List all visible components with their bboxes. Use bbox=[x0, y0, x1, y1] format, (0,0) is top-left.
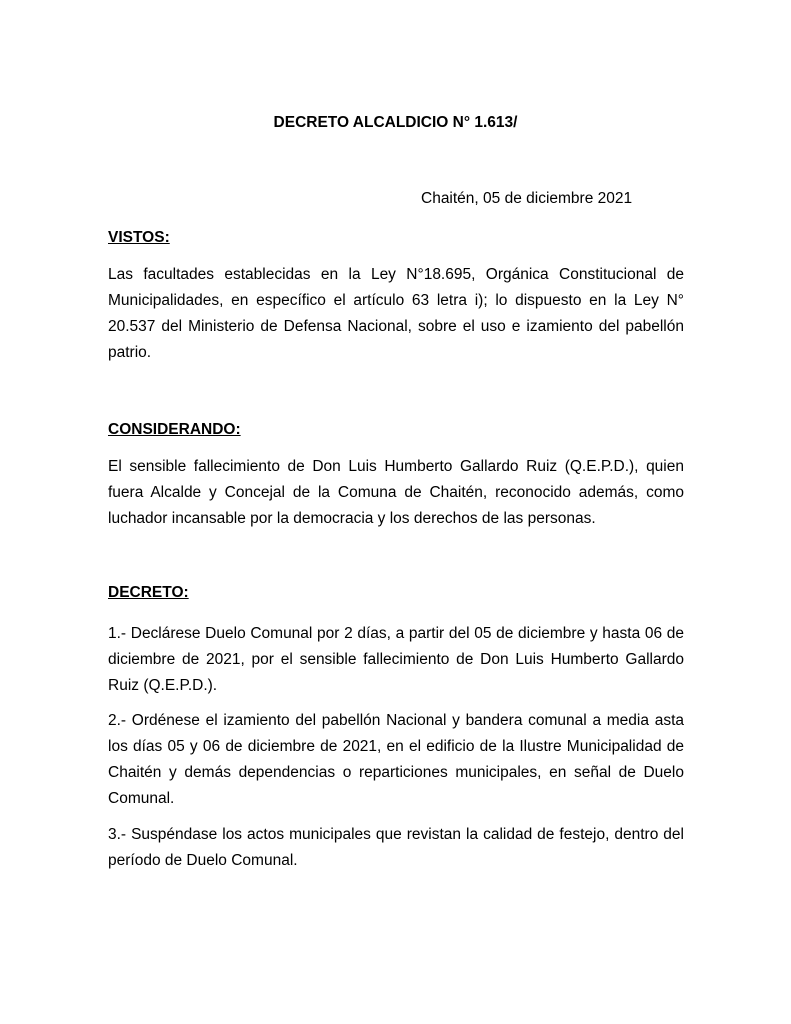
decreto-item-1: 1.- Declárese Duelo Comunal por 2 días, a partir del 05 de diciembre y hasta 06 de diciembre de 2021, por el sensible fallecimiento de Don Luis Humberto Gallardo Ruiz (Q.E.P.D.). bbox=[108, 625, 684, 694]
place-date: Chaitén, 05 de diciembre 2021 bbox=[421, 190, 633, 207]
vistos-paragraph: Las facultades establecidas en la Ley N°18.695, Orgánica Constitucional de Municipalidades, en específico el artículo 63 letra i); lo dispuesto en la Ley N° 20.537 del Ministerio de Defensa Nacional, sobre el uso e izamiento del pabellón patrio. bbox=[108, 266, 684, 361]
considerando-paragraph: El sensible fallecimiento de Don Luis Humberto Gallardo Ruiz (Q.E.P.D.), quien fuera Alcalde y Concejal de la Comuna de Chaitén, reconocido además, como luchador incansable por la democracia y los derechos de las personas. bbox=[108, 458, 684, 527]
decreto-heading: DECRETO: bbox=[108, 584, 189, 601]
decreto-item-2: 2.- Ordénese el izamiento del pabellón Nacional y bandera comunal a media asta los días 05 y 06 de diciembre de 2021, en el edificio de la Ilustre Municipalidad de Chaitén y demás dependencias o reparticiones municipales, en señal de Duelo Comunal. bbox=[108, 712, 684, 807]
decree-title: DECRETO ALCALDICIO N° 1.613/ bbox=[273, 114, 518, 131]
vistos-heading: VISTOS: bbox=[108, 229, 170, 246]
considerando-heading: CONSIDERANDO: bbox=[108, 421, 241, 438]
decreto-item-3: 3.- Suspéndase los actos municipales que revistan la calidad de festejo, dentro del período de Duelo Comunal. bbox=[108, 826, 684, 869]
